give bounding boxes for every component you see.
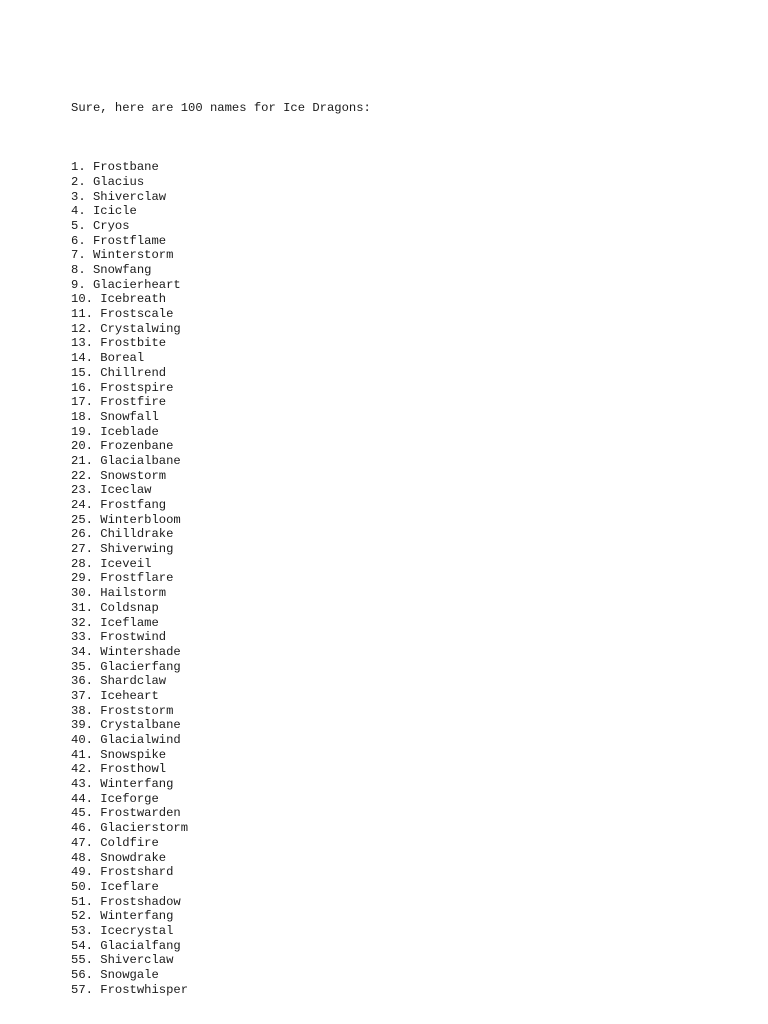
list-item: 15. Chillrend — [71, 365, 167, 380]
list-item: 30. Hailstorm — [71, 586, 167, 601]
list-item: 19. Iceblade — [71, 424, 159, 439]
list-item: 20. Frozenbane — [71, 439, 174, 454]
list-item: 27. Shiverwing — [71, 542, 174, 557]
list-item: 34. Wintershade — [71, 644, 181, 659]
list-item: 45. Frostwarden — [71, 806, 181, 821]
list-item: 9. Glacierheart — [71, 277, 181, 292]
list-item: 25. Winterbloom — [71, 512, 181, 527]
list-item: 1. Frostbane — [71, 160, 159, 175]
list-item: 13. Frostbite — [71, 336, 167, 351]
document-body — [71, 72, 751, 1012]
list-item: 16. Frostspire — [71, 380, 174, 395]
list-item: 38. Froststorm — [71, 703, 174, 718]
list-item: 31. Coldsnap — [71, 600, 159, 615]
list-item: 2. Glacius — [71, 174, 145, 189]
list-item: 33. Frostwind — [71, 630, 167, 645]
list-item: 57. Frostwhisper — [71, 982, 189, 997]
list-item: 18. Snowfall — [71, 409, 159, 424]
list-item: 37. Iceheart — [71, 688, 159, 703]
list-item: 49. Frostshard — [71, 865, 174, 880]
list-item: 11. Frostscale — [71, 307, 174, 322]
list-item: 10. Icebreath — [71, 292, 167, 307]
list-item: 48. Snowdrake — [71, 850, 167, 865]
list-item: 12. Crystalwing — [71, 321, 181, 336]
list-item: 22. Snowstorm — [71, 468, 167, 483]
list-item: 24. Frostfang — [71, 498, 167, 513]
list-item: 8. Snowfang — [71, 263, 152, 278]
list-item: 47. Coldfire — [71, 835, 159, 850]
list-item: 46. Glacierstorm — [71, 821, 189, 836]
list-item: 39. Crystalbane — [71, 718, 181, 733]
list-item: 17. Frostfire — [71, 395, 167, 410]
list-item: 56. Snowgale — [71, 968, 159, 983]
list-item: 14. Boreal — [71, 351, 145, 366]
list-item: 55. Shiverclaw — [71, 953, 174, 968]
list-item: 3. Shiverclaw — [71, 189, 167, 204]
list-item: 35. Glacierfang — [71, 659, 181, 674]
list-item: 7. Winterstorm — [71, 248, 174, 263]
list-item: 43. Winterfang — [71, 777, 174, 792]
list-item: 21. Glacialbane — [71, 453, 181, 468]
list-item: 40. Glacialwind — [71, 733, 181, 748]
list-item: 54. Glacialfang — [71, 938, 181, 953]
list-item: 4. Icicle — [71, 204, 137, 219]
list-item: 29. Frostflare — [71, 571, 174, 586]
list-item: 41. Snowspike — [71, 747, 167, 762]
list-item: 44. Iceforge — [71, 791, 159, 806]
list-item: 51. Frostshadow — [71, 894, 181, 909]
list-item: 6. Frostflame — [71, 233, 167, 248]
dragon-name-list — [71, 160, 751, 997]
list-item: 52. Winterfang — [71, 909, 174, 924]
intro-text: Sure, here are 100 names for Ice Dragons: — [71, 101, 371, 116]
list-item: 5. Cryos — [71, 218, 130, 233]
list-item: 26. Chilldrake — [71, 527, 174, 542]
list-item: 50. Iceflare — [71, 879, 159, 894]
list-item: 23. Iceclaw — [71, 483, 152, 498]
list-item: 36. Shardclaw — [71, 674, 167, 689]
list-item: 32. Iceflame — [71, 615, 159, 630]
list-item: 42. Frosthowl — [71, 762, 167, 777]
list-item: 28. Iceveil — [71, 556, 152, 571]
list-item: 53. Icecrystal — [71, 923, 174, 938]
